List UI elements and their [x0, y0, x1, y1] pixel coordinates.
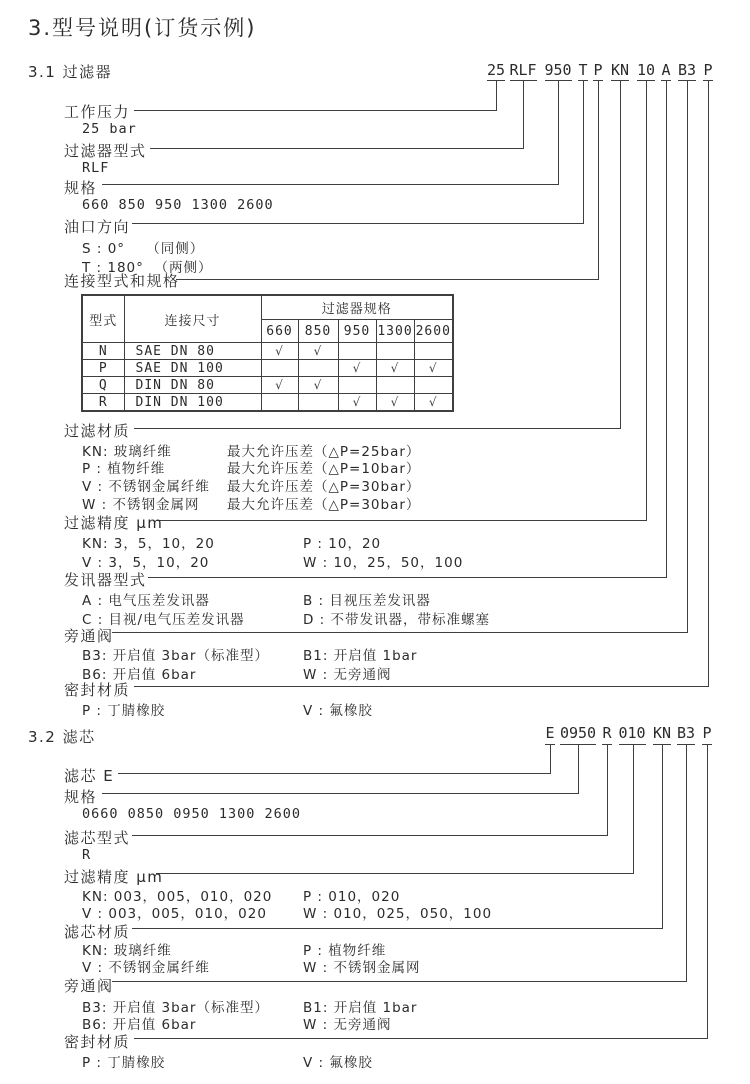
table-cell-check: [376, 377, 414, 394]
element-bypass-label: 旁通阀: [64, 977, 114, 995]
element-code-type: R: [602, 724, 612, 742]
working-pressure-label: 工作压力: [64, 103, 131, 121]
media-option: V : 不锈钢金属纤维: [82, 479, 210, 495]
element-code-precision: 010: [618, 724, 646, 742]
precision-option: P : 010，020: [303, 889, 401, 905]
filter-type-label: 过滤器型式: [64, 142, 147, 160]
table-cell-check: √: [338, 360, 376, 377]
table-cell-check: √: [261, 377, 298, 394]
connection-spec-table: [81, 294, 454, 412]
filter-code-connection: P: [593, 61, 603, 79]
port-direction-option-t: T : 180° （两侧）: [82, 260, 213, 276]
seal-option: V : 氟橡胶: [303, 1055, 373, 1071]
precision-option: V : 3，5，10，20: [82, 555, 210, 571]
media-option: KN: 玻璃纤维: [82, 943, 172, 959]
element-size-value: 0660 0850 0950 1300 2600: [82, 806, 302, 822]
element-type-label: 滤芯型式: [64, 829, 131, 847]
media-pressure-note: 最大允许压差（△P=10bar）: [227, 461, 421, 477]
bypass-option: B3: 开启值 3bar（标准型）: [82, 1000, 269, 1016]
table-row: [82, 360, 453, 377]
table-cell-check: [414, 343, 453, 360]
element-code-prefix: E: [545, 724, 555, 742]
element-media-label: 滤芯材质: [64, 923, 131, 941]
table-row: [82, 343, 453, 360]
table-cell-check: [376, 343, 414, 360]
filter-code-pressure: 25: [486, 61, 506, 79]
element-label: 滤芯 E: [64, 767, 115, 785]
table-cell-connection: DIN DN 100: [124, 394, 261, 412]
seal-option: P : 丁腈橡胶: [82, 703, 166, 719]
filter-code-precision: 10: [636, 61, 656, 79]
table-cell-check: [261, 360, 298, 377]
table-cell-check: √: [414, 394, 453, 412]
table-cell-check: √: [376, 394, 414, 412]
table-size-660: 660: [261, 320, 298, 343]
size-value: 660 850 950 1300 2600: [82, 197, 274, 213]
table-cell-connection: SAE DN 100: [124, 360, 261, 377]
table-cell-type: Q: [82, 377, 124, 394]
element-code-media: KN: [652, 724, 672, 742]
indicator-option: C : 目视/电气压差发讯器: [82, 612, 245, 628]
bypass-option: B6: 开启值 6bar: [82, 1017, 197, 1033]
bypass-option: B3: 开启值 3bar（标准型）: [82, 648, 269, 664]
indicator-option: A : 电气压差发讯器: [82, 593, 210, 609]
precision-option: KN: 3，5，10，20: [82, 536, 215, 552]
table-cell-check: [261, 394, 298, 412]
port-direction-label: 油口方向: [64, 218, 131, 236]
table-cell-type: R: [82, 394, 124, 412]
indicator-type-label: 发讯器型式: [64, 571, 147, 589]
table-cell-check: √: [338, 394, 376, 412]
indicator-option: D : 不带发讯器，带标准螺塞: [303, 612, 491, 628]
port-direction-option-s: S : 0° （同侧）: [82, 241, 205, 257]
table-size-850: 850: [298, 320, 338, 343]
precision-option: W : 10，25，50，100: [303, 555, 464, 571]
precision-option: KN: 003，005，010，020: [82, 889, 273, 905]
precision-option: W : 010，025，050，100: [303, 906, 493, 922]
element-precision-label: 过滤精度 μm: [64, 868, 164, 886]
size-label: 规格: [64, 179, 98, 197]
element-code-size: 0950: [559, 724, 597, 742]
table-row: [82, 394, 453, 412]
bypass-option: B6: 开启值 6bar: [82, 667, 197, 683]
table-cell-check: √: [376, 360, 414, 377]
bypass-option: B1: 开启值 1bar: [303, 1000, 418, 1016]
filter-code-type: RLF: [509, 61, 537, 79]
table-cell-check: √: [298, 343, 338, 360]
media-option: V : 不锈钢金属纤维: [82, 960, 210, 976]
filter-code-seal: P: [703, 61, 713, 79]
precision-option: P : 10，20: [303, 536, 382, 552]
working-pressure-value: 25 bar: [82, 121, 137, 137]
filter-code-bypass: B3: [677, 61, 697, 79]
element-code-seal: P: [702, 724, 712, 742]
element-type-value: R: [82, 847, 92, 863]
bypass-option: W : 无旁通阀: [303, 667, 392, 683]
table-size-2600: 2600: [414, 320, 453, 343]
filter-type-value: RLF: [82, 160, 110, 176]
page-title: 3.型号说明(订货示例): [28, 16, 257, 40]
media-pressure-note: 最大允许压差（△P=30bar）: [227, 479, 421, 495]
table-cell-check: √: [261, 343, 298, 360]
filter-code-port: T: [578, 61, 588, 79]
table-size-1300: 1300: [376, 320, 414, 343]
media-option: KN: 玻璃纤维: [82, 444, 172, 460]
element-size-label: 规格: [64, 788, 98, 806]
media-pressure-note: 最大允许压差（△P=30bar）: [227, 497, 421, 513]
table-cell-check: [298, 394, 338, 412]
table-cell-check: √: [298, 377, 338, 394]
section-3-1-heading: 3.1 过滤器: [28, 63, 113, 81]
element-seal-label: 密封材质: [64, 1033, 131, 1051]
table-cell-check: [414, 377, 453, 394]
filter-code-media: KN: [610, 61, 630, 79]
seal-material-label: 密封材质: [64, 681, 131, 699]
bypass-option: W : 无旁通阀: [303, 1017, 392, 1033]
table-cell-check: [338, 343, 376, 360]
precision-option: V : 003，005，010，020: [82, 906, 267, 922]
media-option: P : 植物纤维: [303, 943, 387, 959]
indicator-option: B : 目视压差发讯器: [303, 593, 431, 609]
table-cell-connection: SAE DN 80: [124, 343, 261, 360]
table-header-filter-sizes: 过滤器规格: [261, 295, 453, 320]
table-header-type: 型式: [82, 295, 124, 343]
filter-media-label: 过滤材质: [64, 422, 131, 440]
section-3-2-heading: 3.2 滤芯: [28, 728, 96, 746]
media-pressure-note: 最大允许压差（△P=25bar）: [227, 444, 421, 460]
seal-option: P : 丁腈橡胶: [82, 1055, 166, 1071]
media-option: W : 不锈钢金属网: [82, 497, 200, 513]
table-cell-check: √: [414, 360, 453, 377]
table-cell-type: P: [82, 360, 124, 377]
table-cell-connection: DIN DN 80: [124, 377, 261, 394]
table-size-950: 950: [338, 320, 376, 343]
filter-precision-label: 过滤精度 μm: [64, 514, 164, 532]
seal-option: V : 氟橡胶: [303, 703, 373, 719]
element-code-bypass: B3: [676, 724, 696, 742]
media-option: W : 不锈钢金属网: [303, 960, 421, 976]
media-option: P : 植物纤维: [82, 461, 166, 477]
bypass-valve-label: 旁通阀: [64, 627, 114, 645]
bypass-option: B1: 开启值 1bar: [303, 648, 418, 664]
table-cell-check: [298, 360, 338, 377]
table-row: [82, 377, 453, 394]
filter-code-size: 950: [544, 61, 572, 79]
table-cell-type: N: [82, 343, 124, 360]
filter-code-indicator: A: [661, 61, 671, 79]
table-header-connection: 连接尺寸: [124, 295, 261, 343]
table-cell-check: [338, 377, 376, 394]
connection-label: 连接型式和规格: [64, 272, 180, 290]
